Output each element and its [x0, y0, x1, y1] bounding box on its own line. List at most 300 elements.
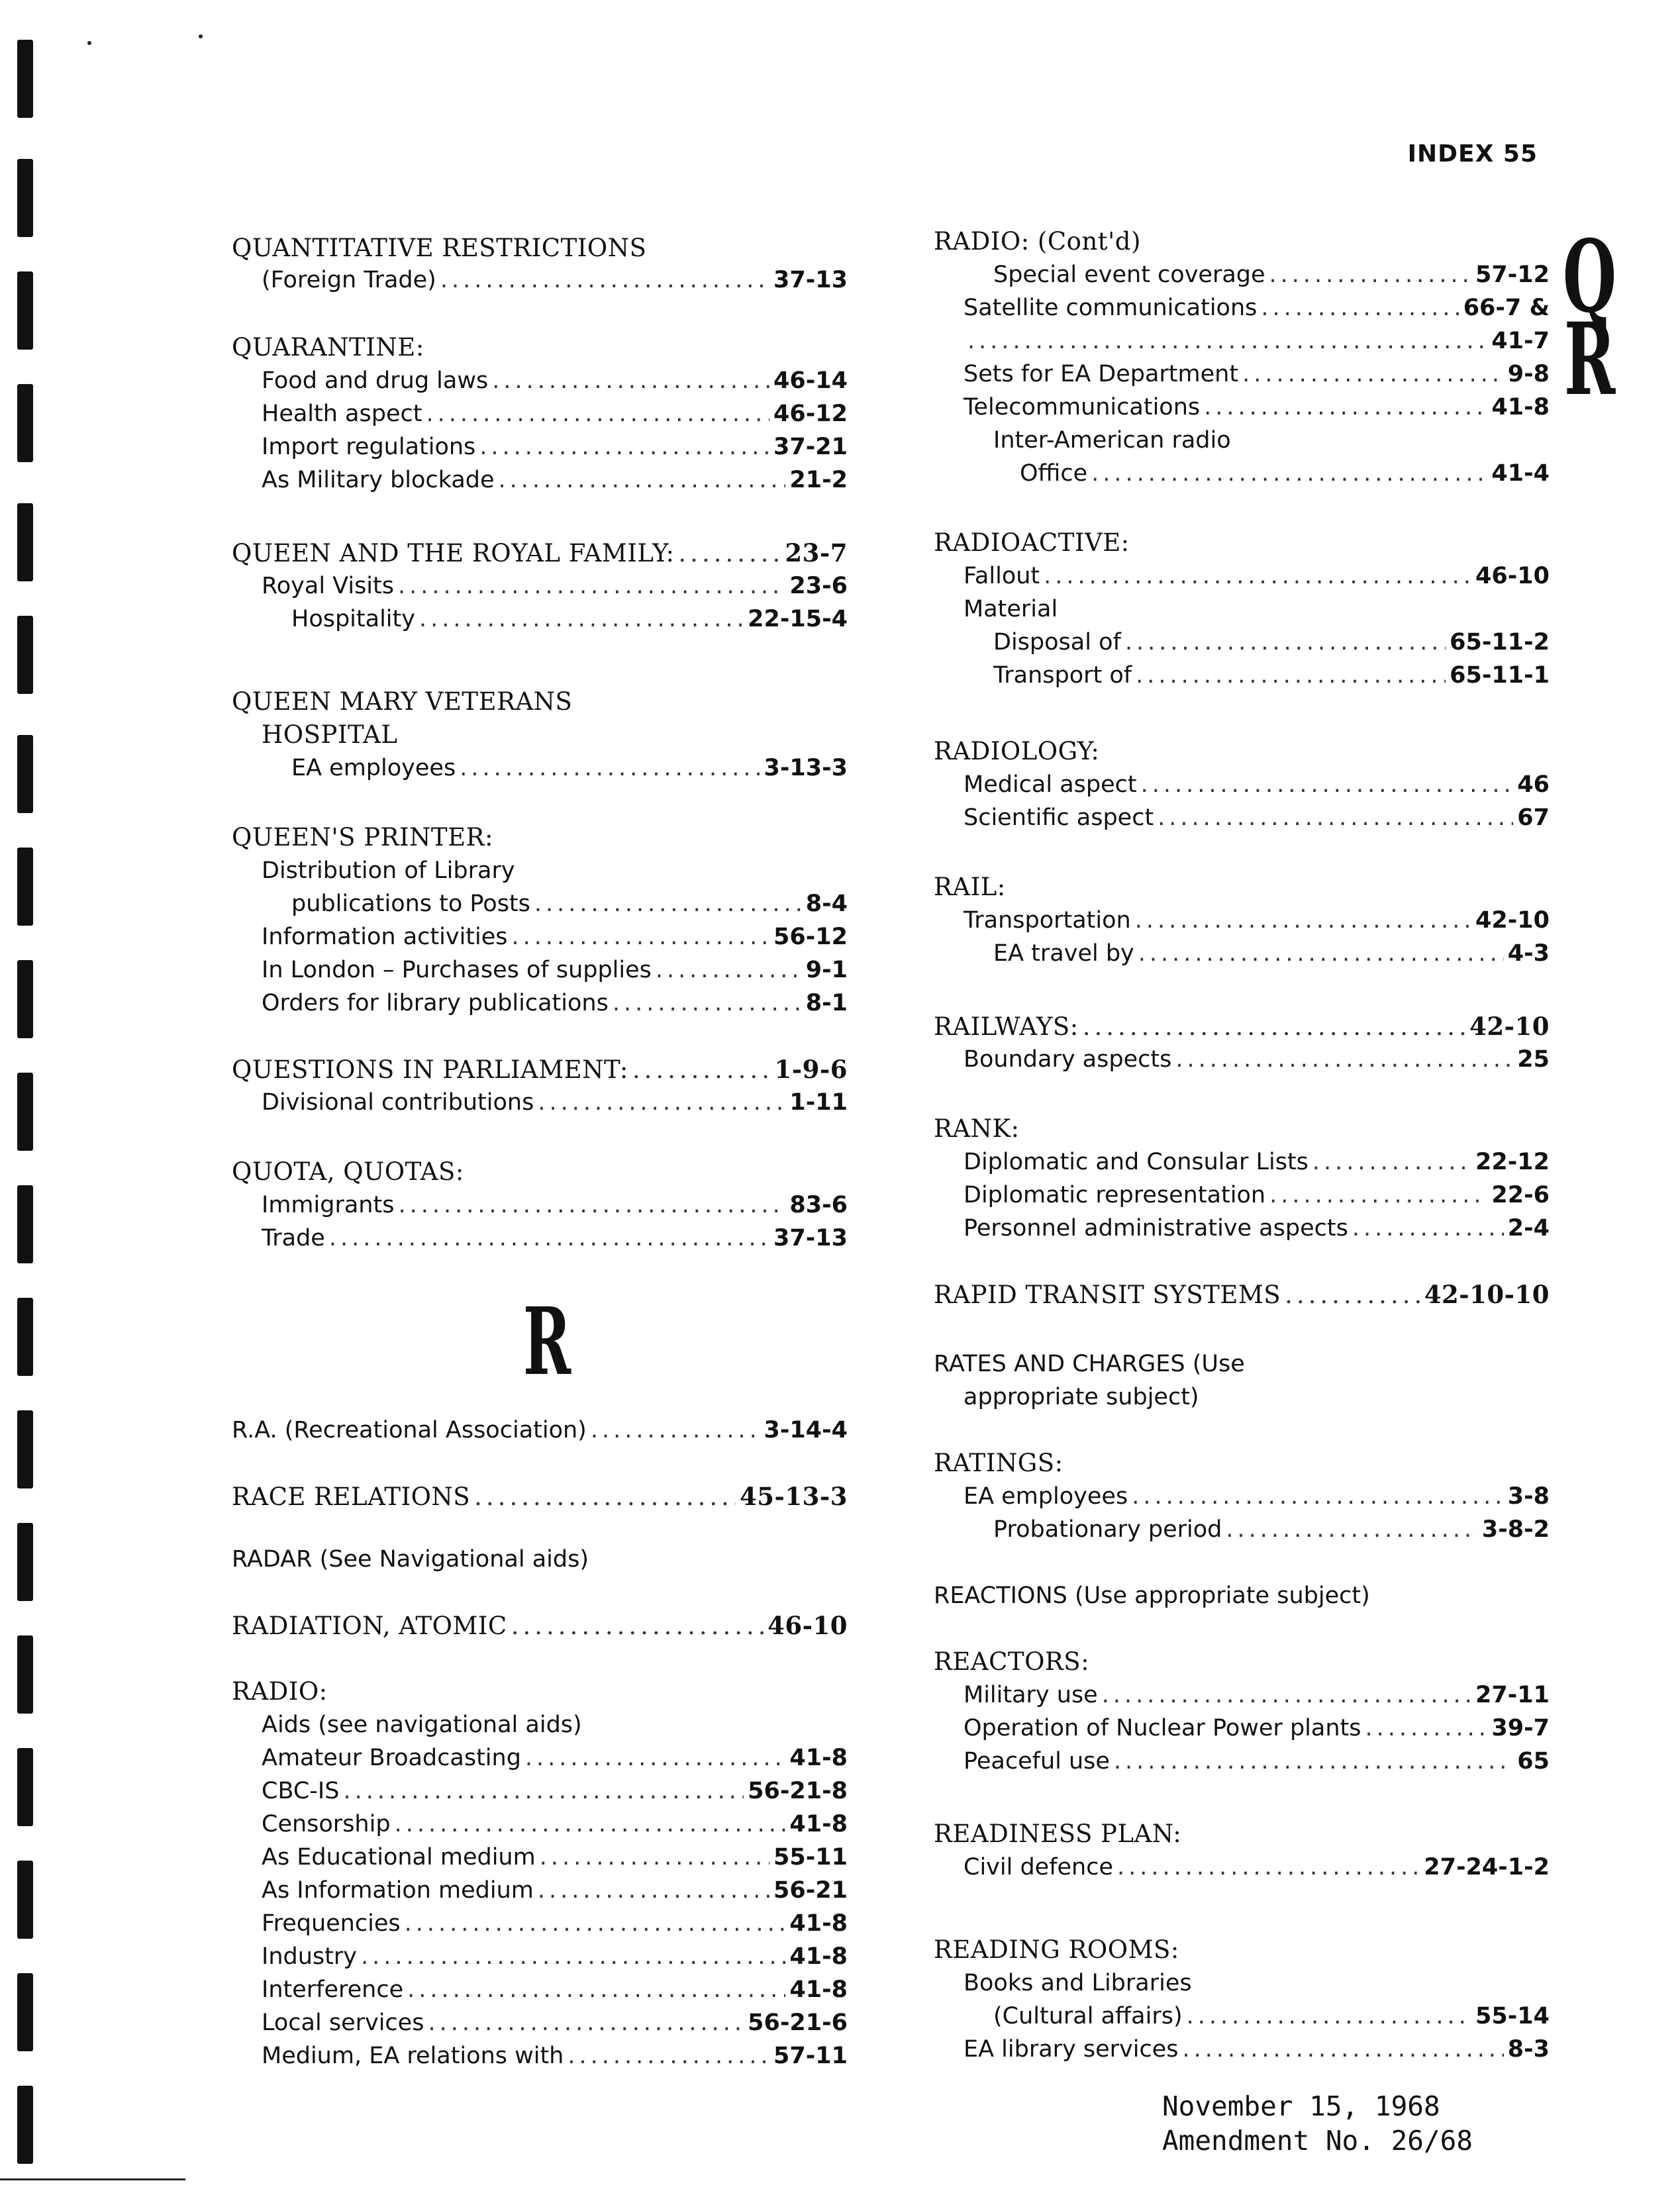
entry-label: (Cultural affairs) [993, 2003, 1183, 2029]
entry-label: Special event coverage [993, 262, 1265, 288]
entry-label: RAILWAYS: [934, 1012, 1079, 1041]
index-entry [232, 953, 848, 987]
entry-label: RADIO: [232, 1677, 328, 1706]
entry-label: Industry [262, 1943, 357, 1970]
entry-page-ref: 42-10 [1475, 907, 1550, 934]
index-entry [232, 536, 848, 570]
index-entry [934, 871, 1550, 904]
leader-dots [329, 1222, 769, 1255]
entry-label: EA travel by [993, 940, 1134, 967]
entry-label: QUOTA, QUOTAS: [232, 1157, 464, 1186]
entry-page-ref: 3-14-4 [764, 1417, 848, 1443]
index-entry [934, 1145, 1550, 1179]
index-entry [232, 1053, 848, 1087]
entry-label: Military use [964, 1682, 1098, 1708]
leader-dots [1285, 1279, 1420, 1312]
entry-label: HOSPITAL [262, 720, 398, 749]
entry-page-ref: 8-4 [805, 891, 848, 917]
entry-page-ref: 67 [1517, 804, 1550, 831]
index-entry [934, 291, 1550, 324]
leader-dots [1242, 358, 1504, 391]
entry-page-ref: 65-11-1 [1450, 662, 1550, 689]
leader-dots [1175, 1043, 1513, 1076]
entry-label: RAIL: [934, 873, 1006, 901]
entry-label: EA library services [964, 2036, 1179, 2063]
leader-dots [492, 364, 769, 397]
index-entry [934, 457, 1550, 490]
entry-label: RADIOACTIVE: [934, 528, 1130, 557]
leader-dots [1352, 1212, 1504, 1245]
binder-hole [17, 1861, 33, 1939]
binder-hole [17, 271, 33, 350]
index-entry [232, 603, 848, 636]
index-entry [232, 1222, 848, 1255]
entry-label: As Military blockade [262, 467, 495, 493]
binder-hole [17, 1410, 33, 1488]
entry-label: Books and Libraries [964, 1970, 1192, 1996]
index-entry [934, 801, 1550, 834]
index-entry [934, 424, 1550, 457]
leader-dots [398, 569, 785, 603]
bottom-rule [0, 2178, 185, 2180]
entry-label: QUEEN AND THE ROYAL FAMILY: [232, 539, 675, 567]
entry-label: RADIO: (Cont'd) [934, 227, 1141, 256]
leader-dots [398, 1189, 785, 1222]
binder-hole [17, 1185, 33, 1263]
entry-label: As Information medium [262, 1877, 534, 1904]
entry-label: Information activities [262, 924, 508, 950]
index-entry [934, 659, 1550, 692]
entry-page-ref: 9-8 [1507, 361, 1550, 387]
index-entry [934, 1933, 1550, 1967]
leader-dots [361, 1940, 785, 1973]
entry-page-ref: 1-11 [789, 1089, 848, 1116]
entry-page-ref: 23-7 [785, 538, 848, 567]
index-entry [934, 593, 1550, 626]
index-entry [232, 1155, 848, 1189]
entry-page-ref: 65 [1517, 1748, 1550, 1775]
entry-label: Health aspect [262, 401, 422, 427]
entry-page-ref: 55-11 [773, 1844, 848, 1871]
leader-dots [1226, 1513, 1477, 1546]
leader-dots [540, 1841, 769, 1874]
index-entry [934, 1043, 1550, 1076]
index-entry [232, 264, 848, 297]
entry-label: EA employees [964, 1483, 1128, 1510]
entry-label: As Educational medium [262, 1844, 536, 1871]
entry-label: Orders for library publications [262, 990, 609, 1016]
leader-dots [343, 1775, 744, 1808]
entry-label: Medium, EA relations with [262, 2043, 564, 2069]
index-entry [232, 463, 848, 497]
index-entry [232, 1973, 848, 2006]
entry-page-ref: 22-6 [1491, 1182, 1550, 1208]
index-entry [934, 1851, 1550, 1884]
index-entry [934, 225, 1550, 258]
leader-dots [591, 1414, 760, 1447]
entry-page-ref: 46-14 [773, 367, 848, 394]
index-entry [232, 685, 848, 718]
leader-dots [1269, 1179, 1487, 1212]
entry-label: Royal Visits [262, 573, 394, 599]
entry-page-ref: 41-8 [789, 1745, 848, 1771]
entry-page-ref: 65-11-2 [1450, 629, 1550, 656]
leader-dots [538, 1086, 785, 1119]
entry-page-ref: 46-12 [773, 401, 848, 427]
entry-label: QUANTITATIVE RESTRICTIONS [232, 234, 647, 262]
leader-dots [460, 752, 760, 785]
index-entry [934, 526, 1550, 560]
entry-label: appropriate subject) [964, 1384, 1199, 1410]
index-entry [934, 626, 1550, 659]
leader-dots [568, 2039, 769, 2072]
entry-label: Sets for EA Department [964, 361, 1239, 387]
leader-dots [678, 537, 781, 570]
index-entry [934, 1712, 1550, 1745]
entry-label: Boundary aspects [964, 1046, 1172, 1073]
page-title: INDEX 55 [1407, 140, 1538, 168]
index-entry [934, 1347, 1550, 1381]
entry-label: RADIOLOGY: [934, 737, 1100, 765]
index-entry [934, 1447, 1550, 1480]
index-entry [232, 1741, 848, 1775]
leader-dots [1125, 626, 1446, 659]
entry-page-ref: 56-21 [773, 1877, 848, 1904]
entry-label: Medical aspect [964, 771, 1137, 798]
index-entry [232, 397, 848, 430]
entry-label: READING ROOMS: [934, 1935, 1179, 1964]
index-entry [232, 1480, 848, 1514]
entry-label: Frequencies [262, 1910, 401, 1937]
leader-dots [1083, 1010, 1465, 1044]
index-entry [934, 2033, 1550, 2066]
leader-dots [499, 463, 786, 497]
entry-label: (Foreign Trade) [262, 267, 436, 293]
leader-dots [407, 1973, 785, 2006]
index-entry [232, 1543, 848, 1576]
binder-hole [17, 735, 33, 813]
entry-label: Food and drug laws [262, 367, 489, 394]
entry-label: Interference [262, 1976, 404, 2003]
leader-dots [656, 953, 802, 987]
leader-dots [474, 1481, 736, 1514]
binder-hole [17, 848, 33, 926]
entry-page-ref: 41-8 [1491, 394, 1550, 420]
entry-page-ref: 56-12 [773, 924, 848, 950]
entry-label: QUARANTINE: [232, 333, 424, 362]
binder-hole [17, 40, 33, 118]
entry-label: Inter-American radio [993, 427, 1231, 454]
index-entry [232, 2039, 848, 2072]
leader-dots [967, 324, 1487, 358]
entry-label: Local services [262, 2010, 424, 2036]
index-entry [232, 1414, 848, 1447]
entry-label: READINESS PLAN: [934, 1820, 1182, 1848]
entry-label: Peaceful use [964, 1748, 1110, 1775]
entry-page-ref: 46-10 [767, 1611, 848, 1640]
entry-page-ref: 41-8 [789, 1976, 848, 2003]
entry-page-ref: 41-8 [789, 1811, 848, 1837]
entry-label: Distribution of Library [262, 857, 515, 884]
entry-label: EA employees [291, 755, 456, 781]
index-entry [934, 1010, 1550, 1044]
index-entry [934, 2000, 1550, 2033]
index-entry [232, 718, 848, 752]
index-entry [934, 768, 1550, 801]
entry-label: Office [1020, 460, 1088, 487]
entry-page-ref: 27-11 [1475, 1682, 1550, 1708]
binder-hole [17, 1748, 33, 1826]
entry-label: QUEEN MARY VETERANS [232, 687, 573, 716]
entry-page-ref: 41-8 [789, 1910, 848, 1937]
entry-page-ref: 42-10-10 [1424, 1280, 1550, 1309]
entry-label: publications to Posts [291, 891, 530, 917]
index-entry [934, 1967, 1550, 2000]
binder-hole [17, 1298, 33, 1376]
entry-label: Diplomatic and Consular Lists [964, 1149, 1309, 1175]
leader-dots [1132, 1480, 1504, 1513]
entry-label: Hospitality [291, 606, 415, 632]
index-entry [934, 1818, 1550, 1851]
entry-page-ref: 42-10 [1469, 1012, 1550, 1041]
entry-page-ref: 57-12 [1475, 262, 1550, 288]
binder-hole [17, 616, 33, 694]
index-entry [934, 560, 1550, 593]
index-entry [232, 920, 848, 953]
index-entry [232, 1708, 848, 1741]
section-letter: R [523, 1288, 571, 1396]
index-entry [232, 430, 848, 463]
leader-dots [405, 1907, 786, 1940]
entry-label: In London – Purchases of supplies [262, 957, 652, 983]
entry-page-ref: 3-8 [1507, 1483, 1550, 1510]
index-entry [232, 1775, 848, 1808]
index-entry [232, 887, 848, 920]
leader-dots [613, 987, 802, 1020]
entry-page-ref: 2-4 [1507, 1215, 1550, 1242]
index-entry [934, 358, 1550, 391]
leader-dots [1183, 2033, 1504, 2066]
entry-page-ref: 83-6 [789, 1192, 848, 1218]
index-entry [934, 1179, 1550, 1212]
leader-dots [525, 1741, 785, 1775]
entry-page-ref: 9-1 [805, 957, 848, 983]
tab-letter-r: R [1564, 301, 1616, 418]
index-entry [232, 331, 848, 364]
index-entry [934, 1480, 1550, 1513]
index-entry [232, 1675, 848, 1708]
leader-dots [1114, 1745, 1513, 1778]
leader-dots [1187, 2000, 1471, 2033]
footer-date: November 15, 1968 [1162, 2090, 1440, 2122]
binder-hole [17, 1523, 33, 1601]
entry-page-ref: 46-10 [1475, 563, 1550, 589]
entry-page-ref: 37-21 [773, 434, 848, 460]
index-entry [232, 1808, 848, 1841]
index-entry [232, 1086, 848, 1119]
leader-dots [1158, 801, 1513, 834]
entry-page-ref: 22-15-4 [748, 606, 848, 632]
entry-label: Censorship [262, 1811, 391, 1837]
entry-label: RANK: [934, 1114, 1020, 1143]
index-entry [232, 569, 848, 603]
leader-dots [1204, 391, 1487, 424]
index-entry [232, 1874, 848, 1907]
entry-label: RATINGS: [934, 1449, 1063, 1477]
entry-label: Divisional contributions [262, 1089, 534, 1116]
entry-page-ref: 39-7 [1491, 1715, 1550, 1741]
entry-page-ref: 4-3 [1507, 940, 1550, 967]
entry-page-ref: 55-14 [1475, 2003, 1550, 2029]
leader-dots [1269, 258, 1472, 291]
leader-dots [1135, 904, 1471, 937]
index-entry [232, 1841, 848, 1874]
leader-dots [428, 2006, 744, 2039]
index-entry [934, 258, 1550, 291]
binder-holes [0, 0, 60, 2191]
index-entry [934, 1579, 1550, 1612]
entry-page-ref: 27-24-1-2 [1424, 1854, 1550, 1880]
entry-label: Disposal of [993, 629, 1121, 656]
leader-dots [511, 1610, 764, 1643]
entry-page-ref: 3-8-2 [1481, 1516, 1550, 1543]
leader-dots [534, 887, 802, 920]
index-entry [232, 821, 848, 854]
entry-page-ref: 41-7 [1491, 328, 1550, 354]
entry-page-ref: 3-13-3 [764, 755, 848, 781]
entry-page-ref: 57-11 [773, 2043, 848, 2069]
tab-letter-q: Q [1563, 219, 1617, 335]
index-entry [934, 1513, 1550, 1546]
leader-dots [632, 1053, 771, 1087]
leader-dots [1312, 1145, 1471, 1179]
entry-label: Immigrants [262, 1192, 395, 1218]
leader-dots [440, 264, 769, 297]
entry-label: Trade [262, 1225, 325, 1251]
index-entry [934, 1112, 1550, 1145]
index-entry [232, 1609, 848, 1643]
leader-dots [426, 397, 769, 430]
entry-page-ref: 41-8 [789, 1943, 848, 1970]
entry-page-ref: 22-12 [1475, 1149, 1550, 1175]
leader-dots [1091, 457, 1487, 490]
entry-page-ref: 56-21-6 [748, 2010, 848, 2036]
index-entry [934, 391, 1550, 424]
entry-page-ref: 37-13 [773, 267, 848, 293]
index-entry [232, 987, 848, 1020]
binder-hole [17, 384, 33, 462]
index-entry [232, 364, 848, 397]
index-entry [934, 1745, 1550, 1778]
entry-label: RAPID TRANSIT SYSTEMS [934, 1281, 1281, 1309]
index-entry [232, 752, 848, 785]
entry-label: Amateur Broadcasting [262, 1745, 521, 1771]
entry-label: Fallout [964, 563, 1040, 589]
speck [199, 34, 203, 38]
entry-label: Operation of Nuclear Power plants [964, 1715, 1361, 1741]
entry-label: Personnel administrative aspects [964, 1215, 1348, 1242]
footer-amendment: Amendment No. 26/68 [1162, 2125, 1473, 2157]
leader-dots [1141, 768, 1514, 801]
entry-page-ref: 37-13 [773, 1225, 848, 1251]
binder-hole [17, 2086, 33, 2164]
index-entry [934, 1645, 1550, 1679]
entry-label: Aids (see navigational aids) [262, 1712, 582, 1738]
binder-hole [17, 1073, 33, 1151]
index-entry [934, 904, 1550, 937]
binder-hole [17, 960, 33, 1038]
speck [87, 41, 91, 45]
index-entry [232, 232, 848, 265]
entry-label: RACE RELATIONS [232, 1483, 471, 1511]
index-entry [232, 1940, 848, 1973]
index-entry [934, 1381, 1550, 1414]
leader-dots [1138, 937, 1504, 970]
entry-page-ref: 8-3 [1507, 2036, 1550, 2063]
entry-label: Satellite communications [964, 295, 1258, 321]
entry-label: Telecommunications [964, 394, 1201, 420]
entry-label: REACTORS: [934, 1647, 1090, 1676]
binder-hole [17, 503, 33, 581]
index-entry [934, 735, 1550, 768]
binder-hole [17, 159, 33, 237]
entry-page-ref: 45-13-3 [740, 1482, 848, 1511]
entry-label: Probationary period [993, 1516, 1222, 1543]
index-entry [232, 2006, 848, 2039]
binder-hole [17, 1973, 33, 2051]
binder-hole [17, 1635, 33, 1714]
entry-page-ref: 56-21-8 [748, 1778, 848, 1804]
index-entry [232, 1907, 848, 1940]
index-entry [232, 854, 848, 887]
entry-page-ref: 1-9-6 [774, 1055, 848, 1084]
leader-dots [1102, 1679, 1471, 1712]
entry-label: CBC-IS [262, 1778, 340, 1804]
entry-page-ref: 66-7 & [1463, 295, 1550, 321]
entry-label: RADIATION, ATOMIC [232, 1612, 507, 1640]
entry-label: Scientific aspect [964, 804, 1154, 831]
entry-label: Transportation [964, 907, 1131, 934]
index-entry [232, 1189, 848, 1222]
leader-dots [1136, 659, 1446, 692]
entry-page-ref: 46 [1517, 771, 1550, 798]
index-entry [934, 324, 1550, 358]
entry-page-ref: 21-2 [789, 467, 848, 493]
entry-label: Import regulations [262, 434, 476, 460]
entry-page-ref: 23-6 [789, 573, 848, 599]
index-entry [934, 937, 1550, 970]
leader-dots [1365, 1712, 1487, 1745]
entry-label: R.A. (Recreational Association) [232, 1417, 587, 1443]
leader-dots [479, 430, 769, 463]
entry-label: Civil defence [964, 1854, 1114, 1880]
leader-dots [395, 1808, 786, 1841]
leader-dots [1261, 291, 1459, 324]
entry-label: Material [964, 596, 1058, 622]
leader-dots [538, 1874, 769, 1907]
index-entry [934, 1278, 1550, 1312]
entry-page-ref: 25 [1517, 1046, 1550, 1073]
index-entry [934, 1212, 1550, 1245]
entry-label: RATES AND CHARGES (Use [934, 1351, 1245, 1377]
entry-label: QUESTIONS IN PARLIAMENT: [232, 1055, 628, 1084]
entry-label: RADAR (See Navigational aids) [232, 1546, 589, 1573]
entry-page-ref: 41-4 [1491, 460, 1550, 487]
entry-label: Diplomatic representation [964, 1182, 1266, 1208]
leader-dots [1044, 560, 1471, 593]
entry-page-ref: 8-1 [805, 990, 848, 1016]
index-entry [934, 1679, 1550, 1712]
